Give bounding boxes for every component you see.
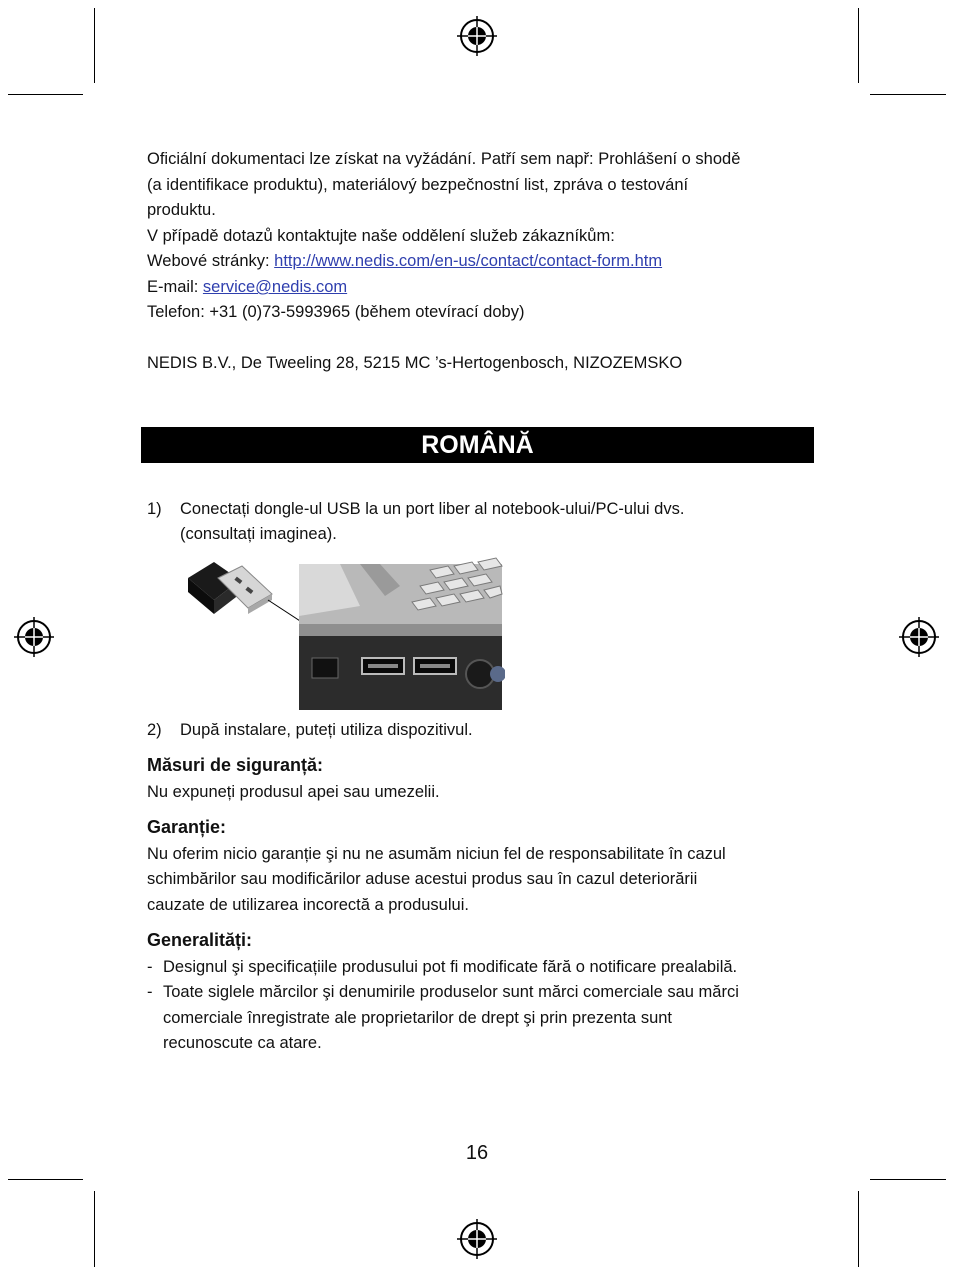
crop-mark — [8, 1179, 83, 1180]
web-link[interactable]: http://www.nedis.com/en-us/contact/contact-form.htm — [274, 252, 663, 270]
czech-line: (a identifikace produktu), materiálový bezpečnostní list, zpráva o testování — [147, 176, 689, 194]
step-text: (consultați imaginea). — [180, 525, 337, 543]
general-item: Designul şi specificațiile produsului pot fi modificate fără o notificare prealabilă. — [163, 958, 738, 976]
step-number: 1) — [147, 500, 162, 518]
general-item: comerciale înregistrate ale proprietarilor de drept şi prin prezenta sunt — [163, 1009, 673, 1027]
crop-mark — [94, 1191, 95, 1267]
crop-mark — [870, 94, 946, 95]
step-text: După instalare, puteți utiliza dispozitivul. — [180, 721, 473, 739]
crop-mark — [8, 94, 83, 95]
email-label: E-mail: — [147, 278, 203, 296]
bullet-dash: - — [147, 983, 153, 1001]
laptop-ports-photo — [299, 558, 505, 710]
czech-line: V případě dotazů kontaktujte naše oddělení služeb zákazníkům: — [147, 227, 615, 245]
czech-line: Oficiální dokumentaci lze získat na vyžádání. Patří sem např: Prohlášení o shodě — [147, 150, 741, 168]
phone-line: Telefon: +31 (0)73-5993965 (během otevírací doby) — [147, 303, 525, 321]
registration-mark-icon — [455, 1217, 499, 1261]
crop-mark — [94, 8, 95, 83]
warranty-heading: Garanție: — [147, 817, 227, 837]
czech-line: produktu. — [147, 201, 216, 219]
language-banner: ROMÂNĂ — [141, 427, 814, 463]
registration-mark-icon — [12, 615, 56, 659]
registration-mark-icon — [897, 615, 941, 659]
page-number: 16 — [465, 1142, 489, 1164]
crop-mark — [858, 1191, 859, 1267]
email-line — [147, 275, 347, 301]
general-heading: Generalități: — [147, 930, 253, 950]
warranty-line: schimbărilor sau modificărilor aduse acestui produs sau în cazul deteriorării — [147, 870, 698, 888]
crop-mark — [870, 1179, 946, 1180]
general-item: Toate siglele mărcilor şi denumirile produselor sunt mărci comerciale sau mărci — [163, 983, 739, 1001]
general-item: recunoscute ca atare. — [163, 1034, 322, 1052]
warranty-line: cauzate de utilizarea incorectă a produsului. — [147, 896, 469, 914]
web-label: Webové stránky: — [147, 252, 275, 270]
web-line — [147, 249, 662, 275]
email-link[interactable]: service@nedis.com — [202, 278, 348, 296]
step-text: Conectați dongle-ul USB la un port liber al notebook-ului/PC-ului dvs. — [180, 500, 685, 518]
usb-dongle-icon — [188, 562, 272, 614]
crop-mark — [858, 8, 859, 83]
safety-text: Nu expuneți produsul apei sau umezelii. — [147, 783, 440, 801]
company-address: NEDIS B.V., De Tweeling 28, 5215 MC ’s-Hertogenbosch, NIZOZEMSKO — [147, 354, 683, 372]
step-number: 2) — [147, 721, 162, 739]
bullet-dash: - — [147, 958, 153, 976]
safety-heading: Măsuri de siguranță: — [147, 755, 324, 775]
registration-mark-icon — [455, 14, 499, 58]
warranty-line: Nu oferim nicio garanție şi nu ne asumăm niciun fel de responsabilitate în cazul — [147, 845, 726, 863]
usb-dongle-illustration — [180, 556, 505, 712]
